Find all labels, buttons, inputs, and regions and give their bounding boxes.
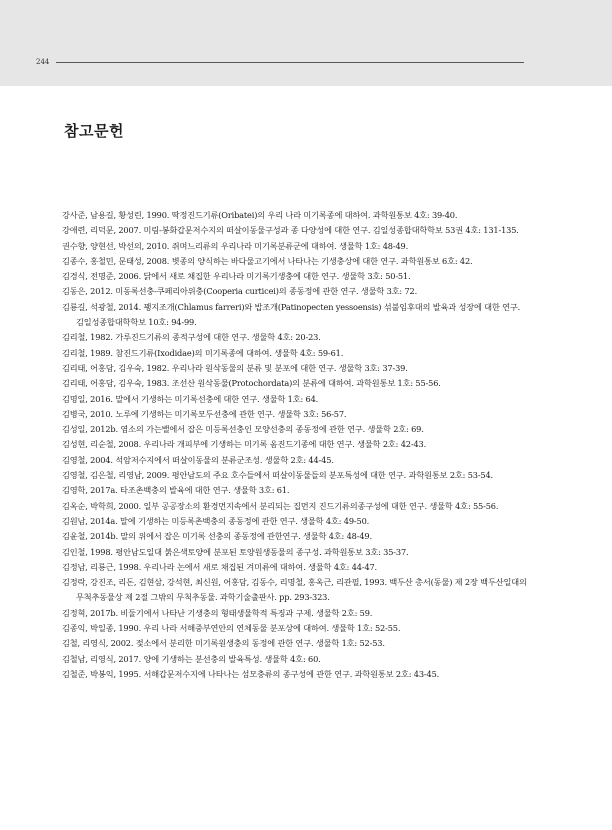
reference-item: 김경식, 전명준, 2006. 닭에서 새로 채집한 우리나라 미기록기생충에 대한 연구. 생물학 3호: 50-51. [62, 271, 411, 282]
running-header [0, 0, 612, 86]
reference-item: 김룡길, 석광철, 2014. 꽹지조개(Chlamus farreri)와 밥조개(Patinopecten yessoensis) 섞불임후대의 발육과 성장에 대한 연구. 김일성종합대학학보 10호: 94-99. [62, 301, 521, 328]
reference-item: 김리철, 1982. 가루진드기류의 종적구성에 대한 연구. 생물학 4호: 20-23. [62, 332, 321, 343]
reference-item: 김철남, 리영식, 2017. 양에 기생하는 분선충의 발육특성. 생물학 4호: 60. [62, 653, 321, 664]
reference-item: 김옥순, 박학희, 2000. 일부 공공장소의 환경먼지속에서 분리되는 집먼지 진드기류의종구성에 대한 연구. 생물학 4호: 55-56. [62, 500, 499, 511]
reference-item: 김영철, 2004. 석암저수지에서 떠살이동물의 분류군조성. 생물학 2호: 44-45. [62, 454, 334, 465]
reference-item: 강사준, 남용길, 황성린, 1990. 딱정진드기류(Oribatei)의 우리 나라 미기록종에 대하여. 과학원통보 4호: 39-40. [62, 210, 458, 220]
reference-item: 김철, 리영식, 2002. 젖소에서 분리한 미기록원생충의 동정에 관한 연구. 생물학 1호: 52-53. [62, 638, 385, 649]
reference-item: 김정혁, 2017b. 비둘기에서 나타난 기생충의 형태생물학적 특징과 구제. 생물학 2호: 59. [62, 607, 373, 618]
reference-item: 김리철, 1989. 참진드기류(Ixodidae)의 미기록종에 대하여. 생물학 4호: 59-61. [62, 347, 344, 358]
reference-item: 김병국, 2010. 노루에 기생하는 미기록모두선충에 관한 연구. 생물학 3호: 56-57. [62, 408, 347, 419]
page-number: 244 [36, 58, 50, 66]
reference-item: 김리태, 어홍담, 김우숙, 1983. 조선산 원삭동물(Protochordata)의 분류에 대하여. 과학원통보 1호: 55-56. [62, 378, 441, 389]
reference-item: 김리태, 어홍담, 김우숙, 1982. 우리나라 원삭동물의 분류 및 분포에 대한 연구. 생물학 3호: 37-39. [62, 362, 408, 373]
reference-item: 강애련, 리덕문, 2007. 미림-봉화갑문저수지의 떠살이동물구성과 종 다양성에 대한 연구. 김일성종합대학학보 53권 4호: 131-135. [62, 225, 519, 236]
reference-item: 권수향, 양현선, 박선의, 2010. 쥐며느리류의 우리나라 미기록분류군에 대하여. 생물학 1호: 48-49. [62, 240, 409, 251]
reference-item: 김윤철, 2014b. 말의 위에서 잡은 미기록 선충의 종동정에 관한연구. 생물학 4호: 48-49. [62, 531, 372, 542]
reference-item: 김정락, 강진조, 리돈, 김현삼, 강석현, 최신원, 어홍담, 김동수, 리명철, 홍옥근, 리관필, 1993. 백두산 총서(동물) 제 2장 백두산일대의 무척추동물상 제 2절 그밖의 무척추동물. 과학기술출판사. pp. 293-323. [62, 577, 527, 603]
reference-item: 김종수, 홍철민, 문태성, 2008. 볏종의 양식하는 바다물고기에서 나타나는 기생충상에 대한 연구. 과학원통보 6호: 42. [62, 255, 473, 266]
reference-item: 김동은, 2012. 미동록선충-쿠페리아위충(Cooperia curticei)의 종동정에 관한 연구. 생물학 3호: 72. [62, 286, 418, 297]
reference-item: 김철준, 박봉익, 1995. 서해갑문저수지에 나타나는 섬모충류의 종구성에 관한 연구. 과학원통보 2호: 43-45. [62, 668, 440, 679]
reference-item: 김영학, 2017a. 타조촌백충의 발육에 대한 연구. 생물학 3호: 61. [62, 485, 290, 496]
reference-item: 김원남, 2014a. 말에 기생하는 미등록촌백충의 종동정에 관한 연구. 생물학 4호: 49-50. [62, 515, 370, 526]
reference-list [62, 208, 534, 682]
reference-item: 김인철, 1998. 평안남도일대 붉은색토양에 분포된 토양원생동물의 종구성. 과학원통보 3호: 35-37. [62, 546, 409, 557]
reference-item: 김성일, 2012b. 염소의 가는밸에서 잡은 미등록선충인 모양선충의 종동정에 관한 연구. 생물학 2호: 69. [62, 424, 424, 435]
reference-item: 김영철, 김은철, 리영남, 2009. 평안남도의 주요 호수들에서 떠살이동물들의 분포특성에 대한 연구. 과학원통보 2호: 53-54. [62, 470, 493, 481]
reference-item: 김성현, 리순철, 2008. 우리나라 개피부에 기생하는 미기록 옴진드기종에 대한 연구. 생물학 2호: 42-43. [62, 439, 427, 450]
reference-item: 김종익, 박일종, 1990. 우리 나라 서해중부연안의 연체동물 분포상에 대하여. 생물학 1호: 52-55. [62, 623, 401, 634]
header-rule [56, 62, 524, 63]
section-title: 참고문헌 [64, 122, 124, 140]
reference-item: 김정남, 리룡근, 1998. 우리나라 논에서 새로 채집된 겨미류에 대하여. 생물학 4호: 44-47. [62, 561, 378, 572]
reference-item: 김명일, 2016. 말에서 기생하는 미기록선충에 대한 연구. 생물학 1호: 64. [62, 393, 319, 404]
